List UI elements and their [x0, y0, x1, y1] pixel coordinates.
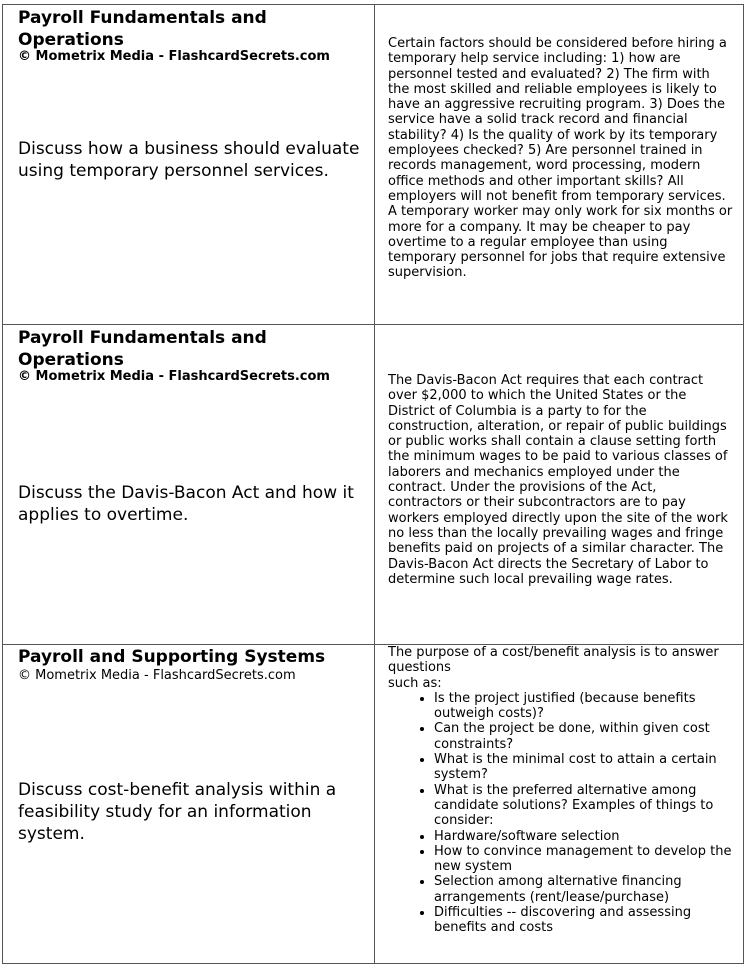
flashcard-back	[375, 325, 743, 644]
flashcard-row	[3, 325, 743, 645]
card-copyright: © Mometrix Media - FlashcardSecrets.com	[18, 668, 296, 683]
answer-bullet: • Selection among alternative financing arrangements (rent/lease/purchase)	[434, 874, 733, 905]
card-subject: Payroll Fundamentals and Operations	[18, 8, 267, 50]
answer-bullet: • How to convince management to develop the new system	[434, 844, 733, 875]
flashcard-sheet	[2, 4, 744, 964]
answer-bullet-list	[388, 691, 733, 936]
card-subject: Payroll Fundamentals and Operations	[18, 328, 267, 370]
flashcard-back	[375, 5, 743, 324]
card-question: Discuss the Davis-Bacon Act and how it applies to overtime.	[18, 483, 354, 525]
answer-bullet: • Is the project justified (because benefits outweigh costs)?	[434, 691, 733, 722]
flashcard-row	[3, 5, 743, 325]
answer-bullet: • Can the project be done, within given cost constraints?	[434, 721, 733, 752]
card-copyright: © Mometrix Media - FlashcardSecrets.com	[18, 49, 330, 64]
card-answer: The Davis-Bacon Act requires that each contract over $2,000 to which the United States or the District of Columbia is a party to for the construction, alteration, or repair of public buildings or public works shall contain a clause setting forth the minimum wages to be paid to various classes of laborers and mechanics employed under the contract. Under the provisions of the Act, contractors or their subcontractors are to pay workers employed directly upon the site of the work no less than the locally prevailing wages and fringe benefits paid on projects of a similar character. The Davis-Bacon Act directs the Secretary of Labor to determine such local prevailing wage rates.	[388, 373, 728, 587]
card-answer	[388, 645, 733, 936]
answer-intro-line: The purpose of a cost/benefit analysis is to answer questions	[388, 645, 719, 676]
answer-intro-line: such as:	[388, 675, 442, 691]
flashcard-back	[375, 645, 743, 963]
flashcard-front	[3, 645, 375, 963]
card-copyright: © Mometrix Media - FlashcardSecrets.com	[18, 369, 330, 384]
answer-bullet: • Difficulties -- discovering and assessing benefits and costs	[434, 905, 733, 936]
answer-bullet: • What is the preferred alternative among candidate solutions? Examples of things to consider:	[434, 783, 733, 829]
answer-bullet: • What is the minimal cost to attain a certain system?	[434, 752, 733, 783]
card-answer: Certain factors should be considered before hiring a temporary help service including: 1) how are personnel tested and evaluated? 2) The firm with the most skilled and reliable employees is likely to have an aggressive recruiting program. 3) Does the service have a solid track record and financial stability? 4) Is the quality of work by its temporary employees checked? 5) Are personnel trained in records management, word processing, modern office methods and other important skills? All employers will not benefit from temporary services. A temporary worker may only work for six months or more for a company. It may be cheaper to pay overtime to a regular employee than using temporary personnel for jobs that require extensive supervision.	[388, 36, 733, 281]
flashcard-row	[3, 645, 743, 963]
answer-bullet: • Hardware/software selection	[434, 829, 733, 844]
flashcard-front	[3, 325, 375, 644]
card-question: Discuss cost-benefit analysis within a feasibility study for an information system.	[18, 780, 337, 844]
flashcard-front	[3, 5, 375, 324]
card-question: Discuss how a business should evaluate using temporary personnel services.	[18, 139, 360, 181]
card-subject: Payroll and Supporting Systems	[18, 647, 326, 667]
